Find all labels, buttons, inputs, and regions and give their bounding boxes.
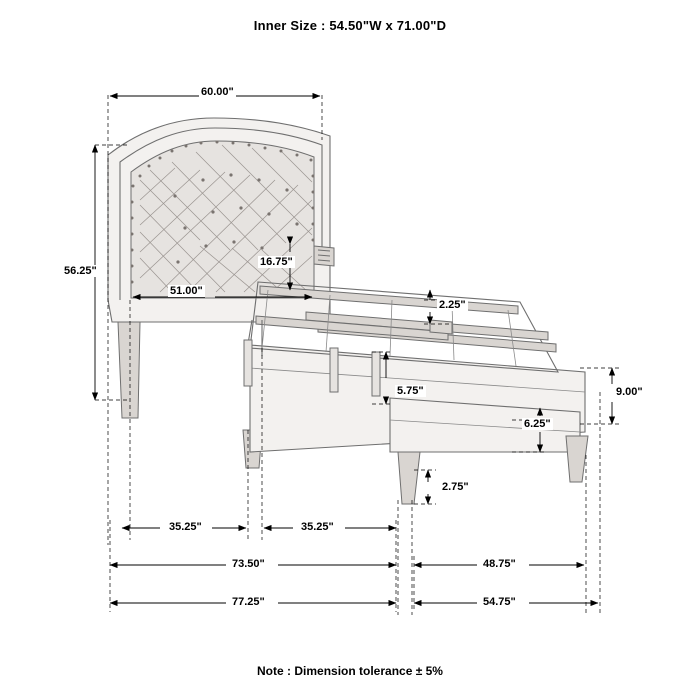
dim-leg-height: 2.75" [442, 481, 469, 493]
dim-span-lower-right: 54.75" [483, 596, 516, 608]
dim-headboard-panel-height: 16.75" [260, 256, 293, 268]
dim-rail-thickness: 2.25" [439, 299, 466, 311]
dim-overall-height: 56.25" [64, 265, 97, 277]
dim-headboard-panel-width: 51.00" [170, 285, 203, 297]
dim-segment-left: 35.25" [169, 521, 202, 533]
dim-center-support-height: 5.75" [397, 385, 424, 397]
dim-headboard-width: 60.00" [201, 86, 234, 98]
dim-frame-height: 9.00" [616, 386, 643, 398]
tolerance-note: Note : Dimension tolerance ± 5% [257, 664, 443, 678]
dim-segment-right: 35.25" [301, 521, 334, 533]
dim-side-rail-height: 6.25" [524, 418, 551, 430]
dim-span-upper-left: 73.50" [232, 558, 265, 570]
dim-span-upper-right: 48.75" [483, 558, 516, 570]
page-title: Inner Size : 54.50"W x 71.00"D [253, 18, 447, 33]
dim-span-lower-left: 77.25" [232, 596, 265, 608]
